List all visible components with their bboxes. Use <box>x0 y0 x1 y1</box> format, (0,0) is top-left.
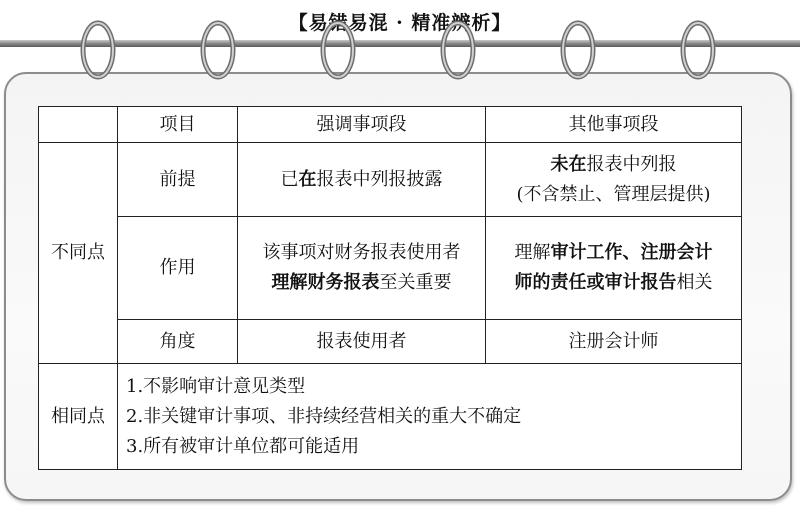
header-item: 项目 <box>118 107 238 143</box>
table-header-row <box>39 107 742 143</box>
binder-ring-icon <box>436 18 482 82</box>
function-emphasis: 该事项对财务报表使用者 理解财务报表至关重要 <box>238 217 486 320</box>
table-row-premise <box>39 143 742 217</box>
same-label: 相同点 <box>39 364 118 470</box>
header-emphasis: 强调事项段 <box>238 107 486 143</box>
binder-ring-icon <box>196 18 242 82</box>
same-points <box>118 364 742 470</box>
list-item: 3.所有被审计单位都可能适用 <box>126 435 360 457</box>
perspective-label: 角度 <box>118 320 238 364</box>
list-item: 1.不影响审计意见类型 <box>126 375 306 397</box>
perspective-emphasis: 报表使用者 <box>238 320 486 364</box>
binder-ring-icon <box>316 18 362 82</box>
table-row-function <box>39 217 742 320</box>
table-row-same <box>39 364 742 470</box>
premise-label: 前提 <box>118 143 238 217</box>
function-label: 作用 <box>118 217 238 320</box>
premise-other: 未在报表中列报 (不含禁止、管理层提供) <box>486 143 742 217</box>
premise-emphasis: 已在报表中列报披露 <box>238 143 486 217</box>
table-row-perspective <box>39 320 742 364</box>
diff-label: 不同点 <box>39 143 118 364</box>
binder-ring-icon <box>676 18 722 82</box>
binder-ring-icon <box>556 18 602 82</box>
comparison-table <box>38 106 742 470</box>
header-empty-cell <box>39 107 118 143</box>
header-other: 其他事项段 <box>486 107 742 143</box>
page-title: 【易错易混 · 精准辨析】 <box>288 12 512 34</box>
function-other: 理解审计工作、注册会计 师的责任或审计报告相关 <box>486 217 742 320</box>
list-item: 2.非关键审计事项、非持续经营相关的重大不确定 <box>126 405 522 427</box>
binder-ring-icon <box>76 18 122 82</box>
perspective-other: 注册会计师 <box>486 320 742 364</box>
